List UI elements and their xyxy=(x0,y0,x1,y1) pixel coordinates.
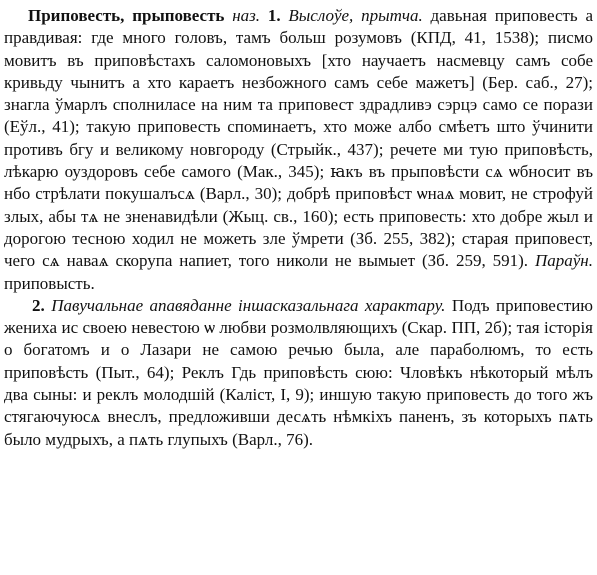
sense-1-citations: давьная приповесть а правдивая: где много головъ, тамъ больш розумовъ (КПД, 41, 1538); писмо мовитъ въ приповѣстахъ саломоновыхъ [хто научаетъ насмевцу самъ собе кривьду чынитъ а хто караетъ незбожного самъ себе мажетъ] (Бер. саб., 27); знагла ўмарлъ сполниласе на ним та приповест здрадливэ сэрцэ само се порази (Еўл., 41); такую приповесть споминаетъ, хто може албо смѣетъ што ўчинити противъ бгу и великому новгороду (Стрыйк., 437); речете ми тую приповѣсть, лѣкарю оуздоровъ себе самого (Мак., 345); ꙗкъ въ прыповѣсти сѧ ѡбносит въ нбо стрѣлати покушалъсѧ (Варл., 30); добрѣ приповѣст ѡнаѧ мовит, не строфуй злых, абы тѧ не зненавидѣли (Жыц. св., 160); есть приповесть: хто добре жыл и дорогою тесною ходил не можеть зле ўмрети (Зб. 255, 382); старая приповест, чего сѧ наваѧ скорупа напиет, того николи не вымыет (Зб. 259, 591). xyxy=(4,6,594,271)
sense-1-cf-word: приповысть. xyxy=(4,273,95,293)
part-of-speech: наз. xyxy=(232,6,261,25)
sense-1-gloss: Выслоўе, прытча. xyxy=(288,6,423,25)
sense-1-number: 1. xyxy=(267,6,281,25)
sense-2-gloss: Павучальнае апавяданне іншасказальнага характару. xyxy=(51,295,446,315)
sense-1-paragraph xyxy=(4,5,593,295)
sense-2-number: 2. xyxy=(32,295,45,315)
sense-2-paragraph xyxy=(4,295,593,451)
sense-1-cf-label: Параўн. xyxy=(534,251,593,271)
headword: Приповесть, прыповесть xyxy=(28,6,225,25)
sense-2-citations: Подъ приповестию жениха ис своею невестою ѡ любви розмолвляющихъ (Скар. ПП, 2б); тая історія о богатомъ и о Лазари не самою речью была, але параболюмъ, то есть приповѣсть (Пыт., 64); Реклъ Гдь приповѣсть сюю: Чловѣкъ нѣкоторый мѣлъ два сыны: и реклъ молодшій (Каліст, I, 9); иншую такую приповесть до того жъ стягаючуюсѧ внеслъ, предложивши десѧть нѣмкіхъ паненъ, зъ которыхъ пѧть было мудрыхъ, а пѧть глупыхъ (Варл., 76). xyxy=(4,295,593,449)
